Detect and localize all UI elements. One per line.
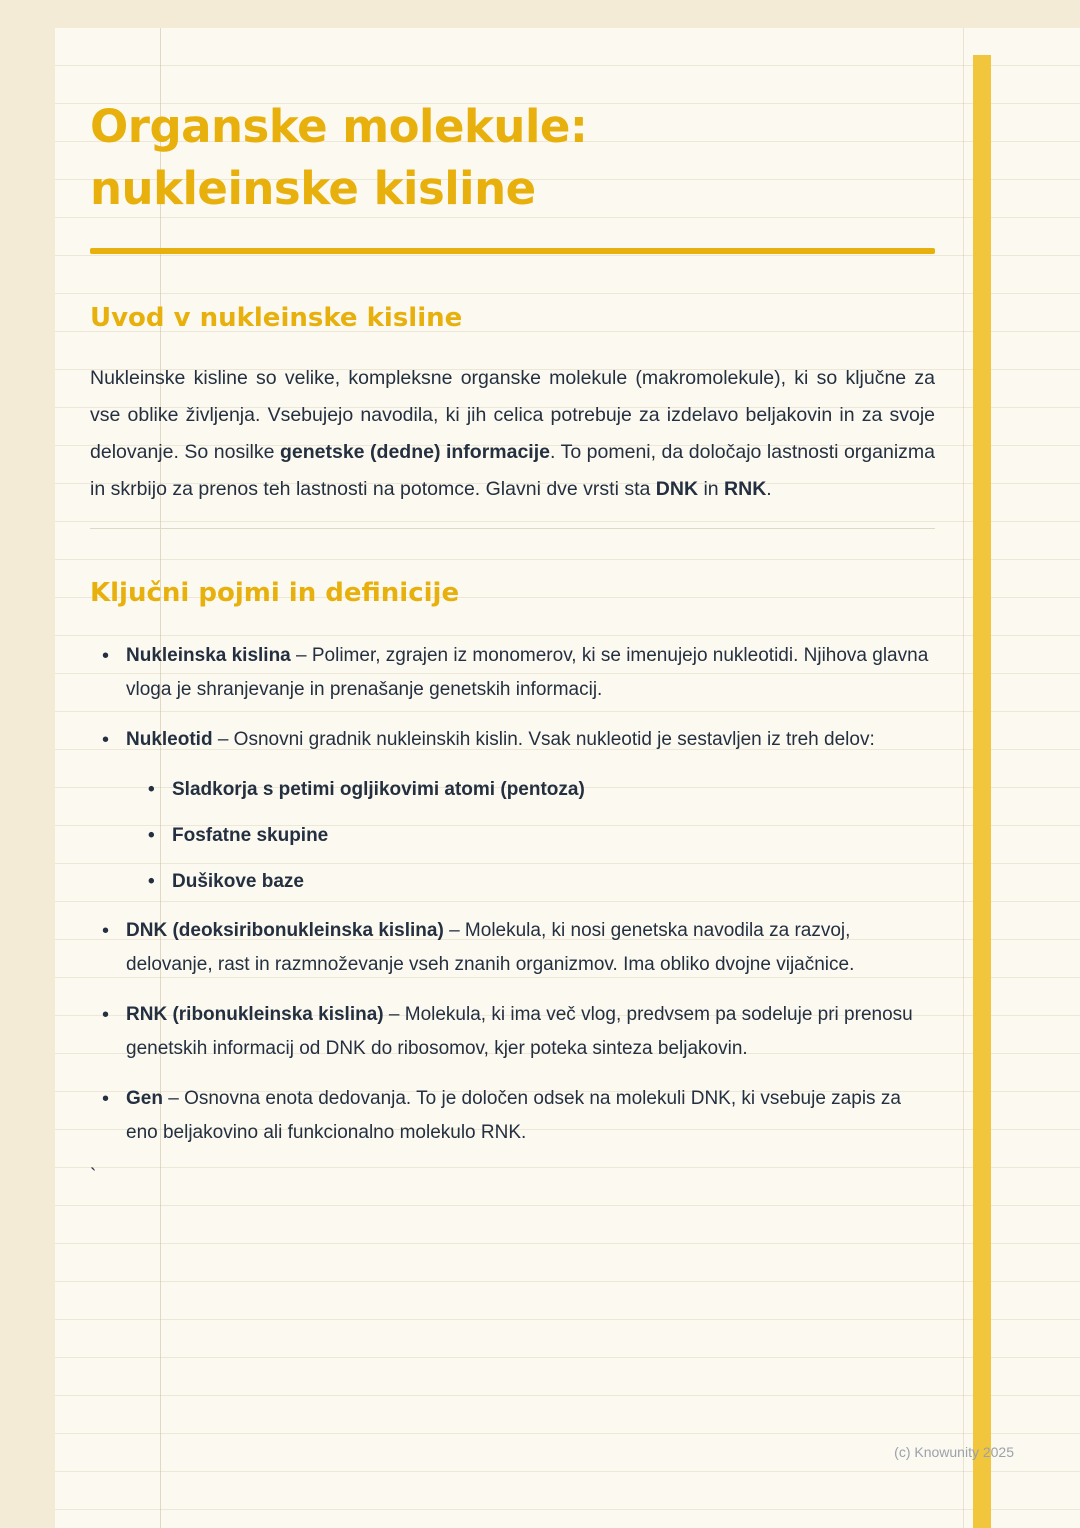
intro-paragraph <box>90 360 935 508</box>
term-label: Nukleinska kislina <box>126 645 291 666</box>
content-column <box>90 0 935 1188</box>
term-label: RNK (ribonukleinska kislina) <box>126 1004 384 1025</box>
intro-bold-dnk: DNK <box>655 478 699 500</box>
intro-text-4: . <box>766 478 772 500</box>
term-label: Gen <box>126 1088 163 1109</box>
page-title-line1: Organske molekule: <box>90 100 588 153</box>
term-definition: – Osnovna enota dedovanja. To je določen odsek na molekuli DNK, ki vsebuje zapis za eno beljakovino ali funkcionalno molekulo RNK. <box>126 1088 901 1143</box>
intro-bold-rnk: RNK <box>724 478 767 500</box>
footer-credit: (c) Knowunity 2025 <box>894 1444 1014 1460</box>
intro-text-1: Nukleinske kisline so velike, kompleksne organske molekule (makromolekule), ki so ključne za vse oblike življenja. Vsebujejo navodila, ki jih celica potrebuje za izdelavo beljakovin in za svoje delovanje. So nosilke <box>90 367 935 463</box>
intro-bold-genetic-info: genetske (dedne) informacije <box>279 441 550 463</box>
term-definition: – Molekula, ki ima več vlog, predvsem pa sodeluje pri prenosu genetskih informacij od DNK do ribosomov, kjer poteka sinteza beljakovin. <box>126 1004 913 1059</box>
page-title-line2: nukleinske kisline <box>90 162 536 215</box>
intro-text-2: . To pomeni, da določajo lastnosti organizma in skrbijo za prenos teh lastnosti na potomce. Glavni dve vrsti sta <box>90 441 935 500</box>
subterm-item-fosfatne-skupine: • Fosfatne skupine <box>140 819 935 852</box>
notebook-margin-line-right <box>963 28 964 1528</box>
stray-backtick-character: ` <box>90 1166 97 1187</box>
term-item-rnk <box>90 998 935 1066</box>
nucleotide-parts-list <box>140 773 935 898</box>
term-label: DNK (deoksiribonukleinska kislina) <box>126 920 444 941</box>
term-item-gen <box>90 1082 935 1150</box>
subterm-item-pentoza: • Sladkorja s petimi ogljikovimi atomi (pentoza) <box>140 773 935 806</box>
page-title <box>90 96 935 220</box>
intro-text-3: in <box>698 478 725 500</box>
term-definition: – Polimer, zgrajen iz monomerov, ki se imenujejo nukleotidi. Njihova glavna vloga je shranjevanje in prenašanje genetskih informacij. <box>126 645 929 700</box>
term-item-nukleinska-kislina <box>90 639 935 707</box>
section-heading-terms: Ključni pojmi in definicije <box>90 578 460 608</box>
section-heading-intro: Uvod v nukleinske kisline <box>90 303 463 333</box>
right-accent-stripe <box>973 55 991 1528</box>
terms-list <box>90 639 935 1150</box>
term-definition: – Osnovni gradnik nukleinskih kislin. Vsak nukleotid je sestavljen iz treh delov: <box>212 729 875 750</box>
term-item-dnk <box>90 914 935 982</box>
term-label: Nukleotid <box>126 729 213 750</box>
term-definition: – Molekula, ki nosi genetska navodila za razvoj, delovanje, rast in razmnoževanje vseh znanih organizmov. Ima obliko dvojne vijačnice. <box>126 920 855 975</box>
term-item-nukleotid <box>90 723 935 898</box>
section-divider <box>90 528 935 529</box>
title-divider-rule <box>90 248 935 254</box>
subterm-item-dusikove-baze: • Dušikove baze <box>140 865 935 898</box>
